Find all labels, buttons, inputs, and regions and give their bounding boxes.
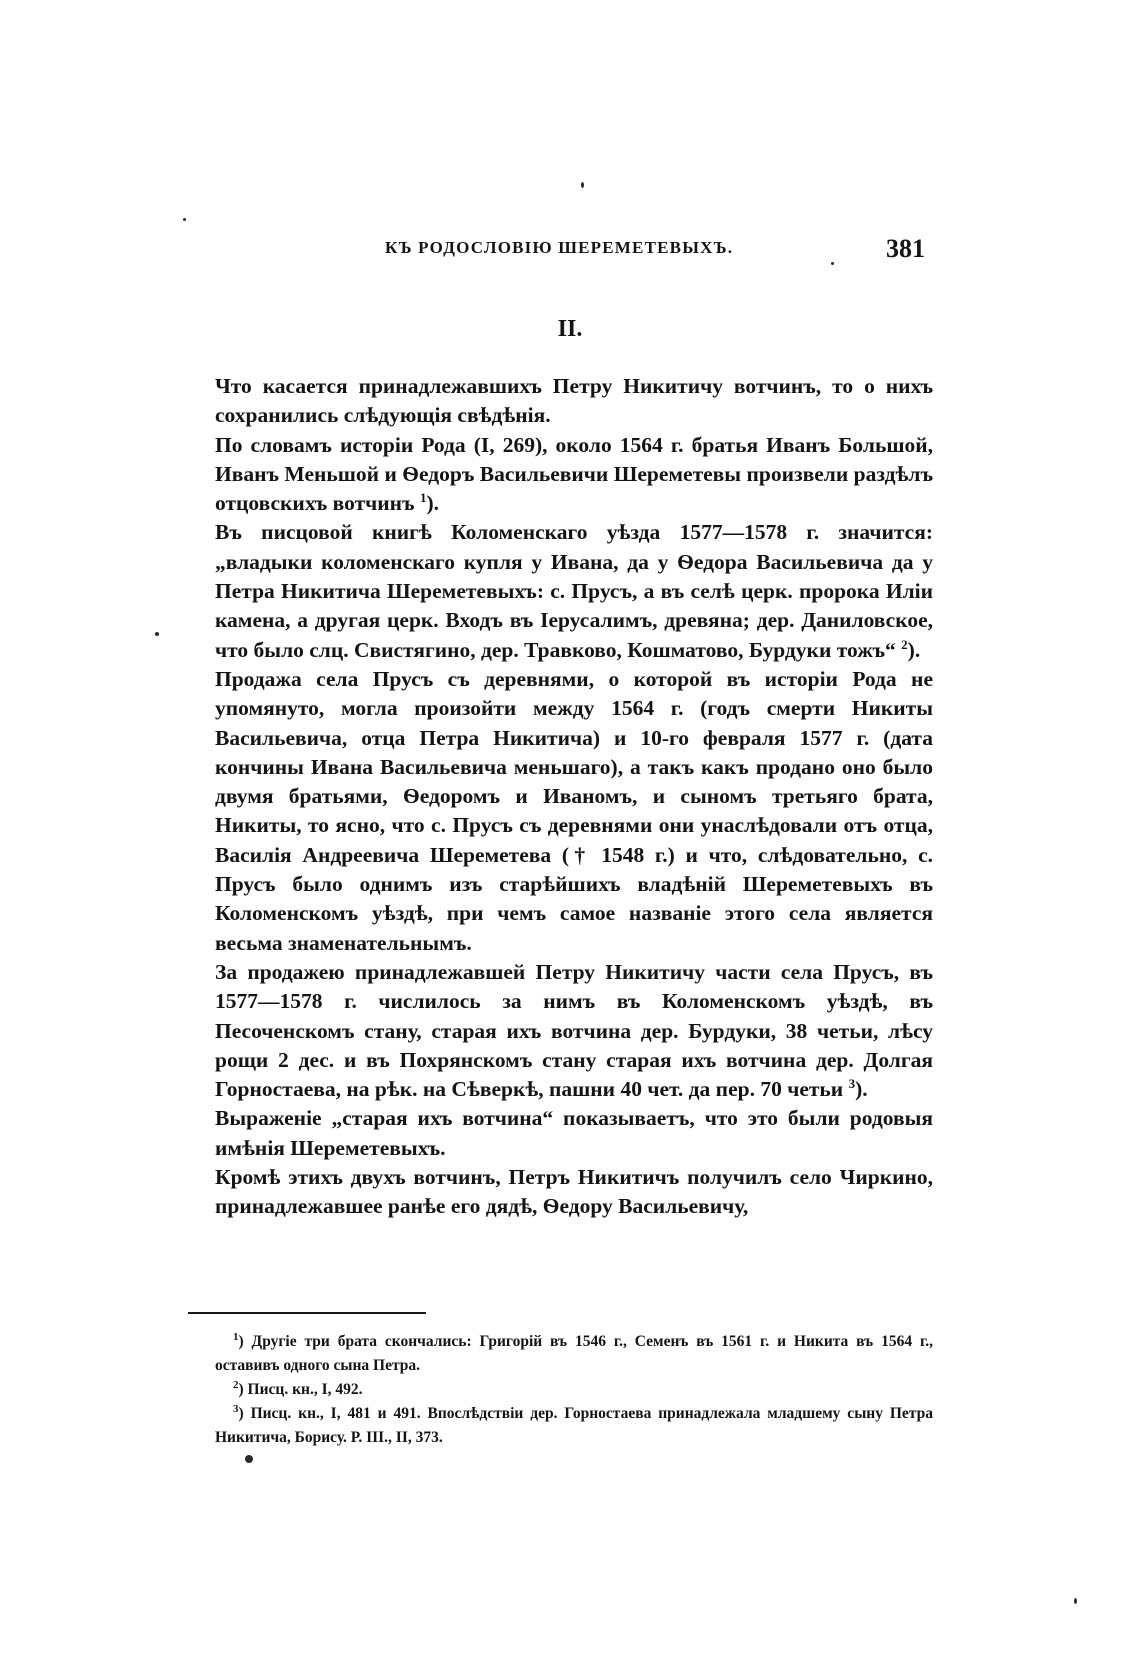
page-header [385,234,925,274]
footnote-3-mark: 3 [233,1402,239,1415]
paragraph-1-text: Что касается принадлежавшихъ Петру Никитичу вотчинъ, то о нихъ сохранились слѣдующія свѣдѣнія. [215,374,933,428]
footnote-2-text: ) Писц. кн., I, 492. [238,1381,363,1398]
scan-speck [1074,1598,1077,1604]
footnote-3-text: ) Писц. кн., I, 481 и 491. Впослѣдствіи дер. Горностаева принадлежала младшему сыну Петра Никитича, Борису. Р. III., II, 373. [215,1405,933,1446]
scan-speck [831,262,834,265]
paragraph-3 [215,518,933,664]
scan-speck [183,218,186,221]
paragraph-5-text: За продажею принадлежавшей Петру Никитичу части села Прусъ, въ 1577—1578 г. числилось за нимъ въ Коломенскомъ уѣздѣ, въ Песоченскомъ стану, старая ихъ вотчина дер. Бурдуки, 38 четьи, лѣсу рощи 2 дес. и въ Похрянскомъ стану старая ихъ вотчина дер. Долгая Горностаева, на рѣк. на Сѣверкѣ, пашни 40 чет. да пер. 70 четьи [215,959,933,1102]
footnote-ref-2: 2 [901,636,908,652]
body-text [215,372,933,1222]
paragraph-5 [215,958,933,1104]
paragraph-4-text: Продажа села Прусъ съ деревнями, о которой въ исторіи Рода не упомянуто, могла произойти между 1564 г. (годъ смерти Никиты Васильевича, отца Петра Никитича) и 10-го февраля 1577 г. (дата кончины Ивана Васильевича меньшаго), а такъ какъ продано оно было двумя братьями, Ѳедоромъ и Иваномъ, и сыномъ третьяго брата, Никиты, то ясно, что с. Прусъ съ деревнями они унаслѣдовали отъ отца, Василія Андреевича Шереметева († 1548 г.) и что, слѣдовательно, с. Прусъ было однимъ изъ старѣйшихъ владѣній Шереметевыхъ въ Коломенскомъ уѣздѣ, при чемъ самое названіе этого села является весьма знаменательнымъ. [215,666,933,955]
paragraph-7-text: Кромѣ этихъ двухъ вотчинъ, Петръ Никитичъ получилъ село Чиркино, принадлежавшее ранѣе его дядѣ, Ѳедору Васильевичу, [215,1165,933,1219]
paragraph-2-text: По словамъ исторіи Рода (I, 269), около 1564 г. братья Иванъ Большой, Иванъ Меньшой и Ѳедоръ Васильевичи Шереметевы произвели раздѣлъ отцовскихъ вотчинъ [215,432,933,516]
paragraph-3-text: Въ писцовой книгѣ Коломенскаго уѣзда 1577—1578 г. значится: „владыки коломенскаго купля у Ивана, да у Ѳедора Васильевича да у Петра Никитича Шереметевыхъ: с. Прусъ, а въ селѣ церк. пророка Иліи камена, а другая церк. Входъ въ Іерусалимъ, древяна; дер. Даниловское, что было слц. Свистягино, дер. Травково, Кошматово, Бурдуки тожъ“ [215,520,933,662]
footnote-divider [188,1312,426,1314]
footnote-2 [215,1378,933,1402]
paragraph-5-closing: ). [855,1077,868,1102]
paragraph-3-closing: ). [907,637,921,662]
footnote-ref-1: 1 [419,490,427,506]
scan-speck [581,182,584,188]
paragraph-2 [215,431,933,519]
footnote-1-mark: 1 [233,1330,239,1343]
paragraph-7 [215,1163,933,1222]
footnotes [215,1330,933,1450]
page-number: 381 [886,234,925,263]
footnote-ref-3: 3 [848,1075,856,1091]
running-title: КЪ РОДОСЛОВІЮ ШЕРЕМЕТЕВЫХЪ. [385,238,734,257]
footnote-3 [215,1402,933,1450]
footnote-2-mark: 2 [233,1378,239,1391]
footnote-1 [215,1330,933,1378]
paragraph-4 [215,665,933,958]
paragraph-6-text: Выраженіе „старая ихъ вотчина“ показываетъ, что это были родовыя имѣнія Шереметевыхъ. [215,1106,933,1160]
paragraph-1 [215,372,933,431]
footnote-1-text: ) Другіе три брата скончались: Григорій въ 1546 г., Семенъ въ 1561 г. и Никита въ 1564 г., оставивъ одного сына Петра. [215,1333,933,1374]
section-heading: II. [557,316,583,342]
paragraph-2-closing: ). [426,491,440,516]
scan-speck [245,1455,253,1463]
paragraph-6 [215,1104,933,1163]
scan-speck [155,632,159,636]
